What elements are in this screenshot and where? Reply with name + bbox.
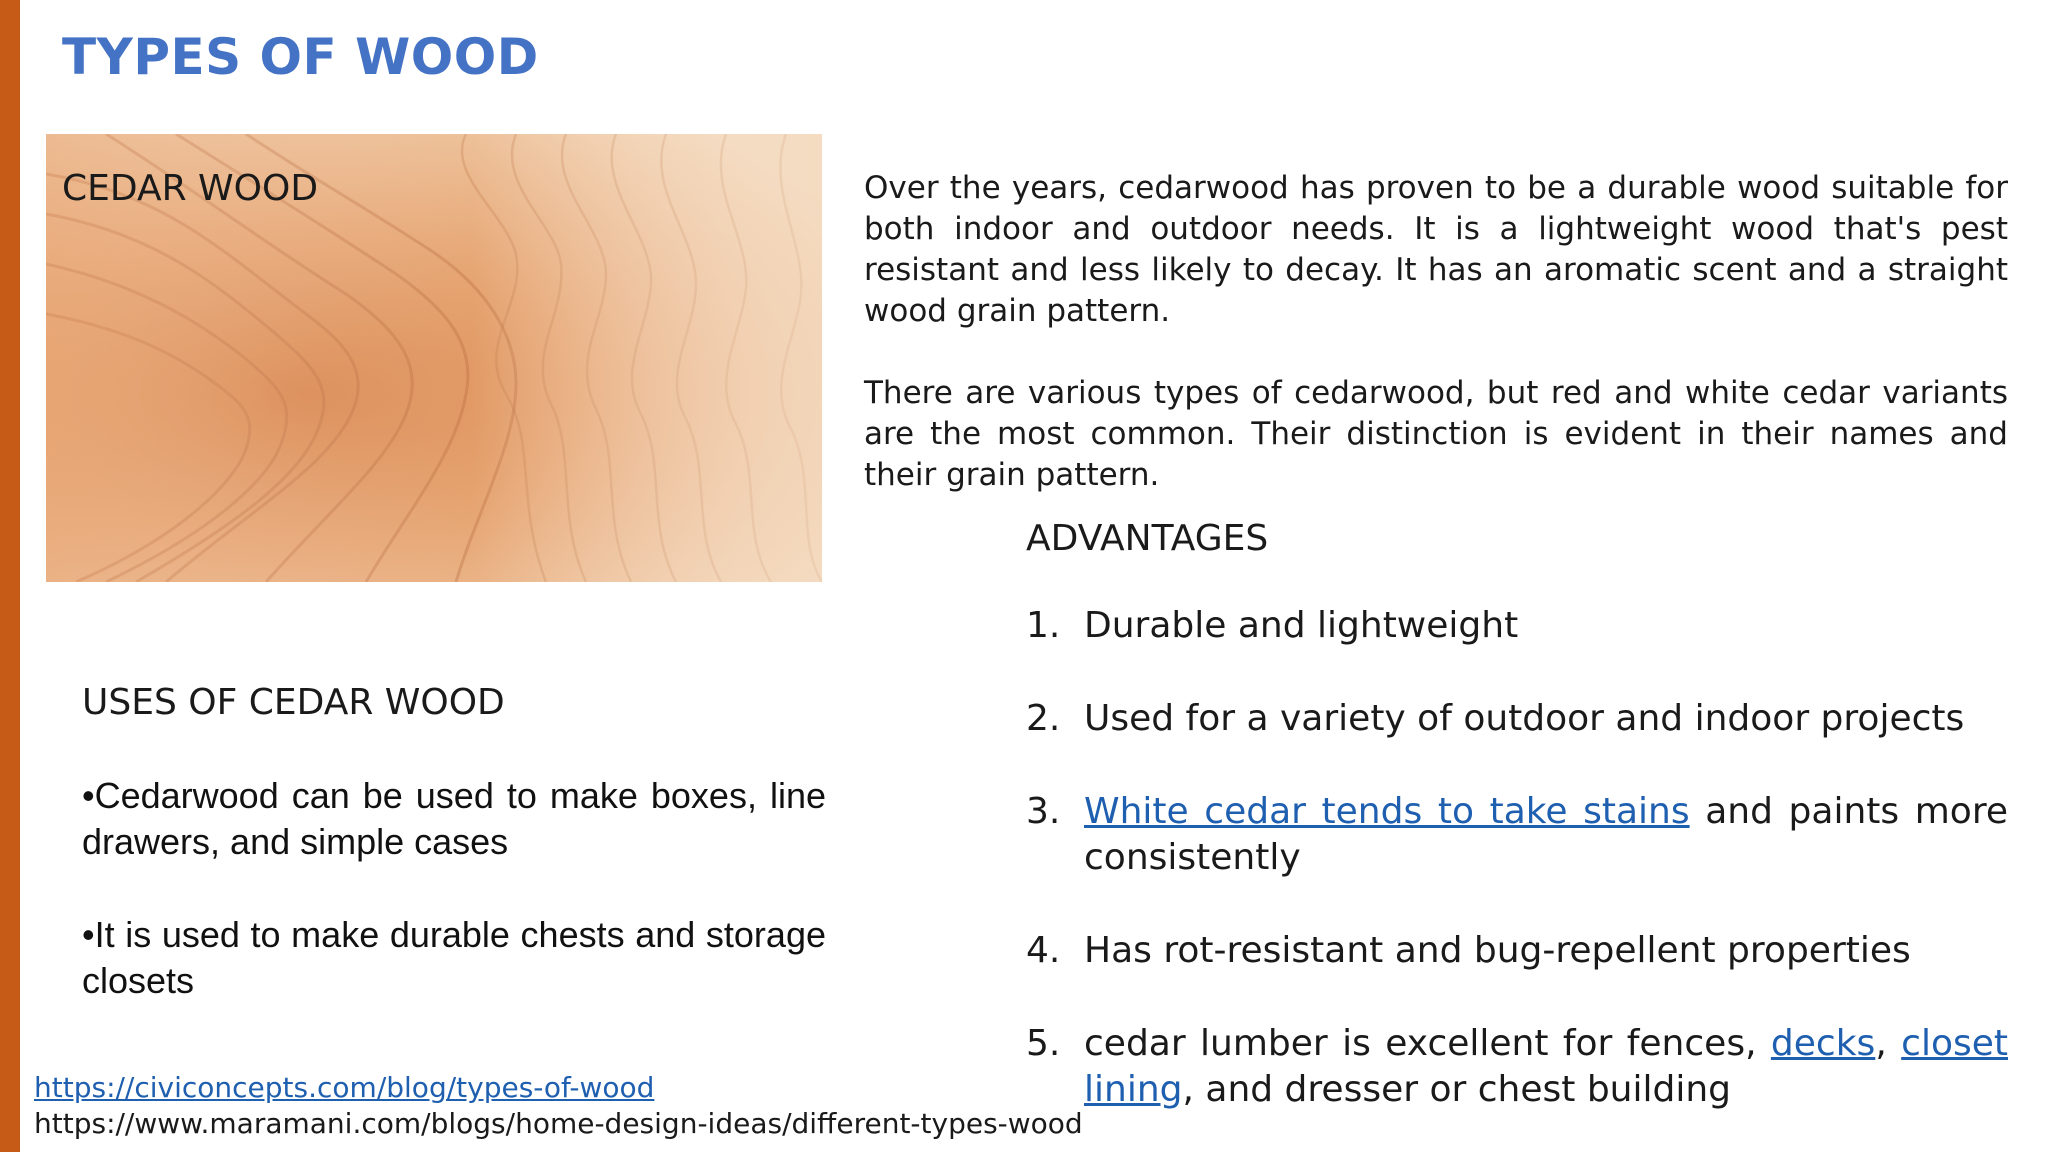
- advantages-list: [1026, 603, 2008, 1113]
- uses-heading: USES OF CEDAR WOOD: [82, 682, 505, 723]
- closet-lining-link[interactable]: closet lining: [1084, 1023, 2008, 1110]
- advantage-text: Has rot-resistant and bug-repellent properties: [1084, 930, 1911, 971]
- advantages-section: [1026, 518, 2008, 1160]
- intro-paragraph-2: There are various types of cedarwood, but red and white cedar variants are the most common. Their distinction is evident in their names and their grain pattern.: [864, 375, 2008, 493]
- advantage-text: [1084, 789, 2008, 881]
- intro-paragraph-1: Over the years, cedarwood has proven to be a durable wood suitable for both indoor and outdoor needs. It is a lightweight wood that's pest resistant and less likely to decay. It has an aromatic scent and a straight wood grain pattern.: [864, 170, 2008, 329]
- advantage-text-before: cedar lumber is excellent for fences,: [1084, 1023, 1771, 1064]
- advantage-text: Durable and lightweight: [1084, 605, 1519, 646]
- accent-bar: [0, 0, 20, 1152]
- uses-item: •Cedarwood can be used to make boxes, line drawers, and simple cases: [82, 775, 826, 862]
- slide-title: TYPES OF WOOD: [62, 28, 539, 86]
- advantage-item: [1026, 789, 2008, 881]
- source-text-maramani: https://www.maramani.com/blogs/home-design-ideas/different-types-wood: [34, 1107, 1083, 1140]
- source-link-civiconcepts[interactable]: https://civiconcepts.com/blog/types-of-wood: [34, 1071, 655, 1104]
- advantage-item: [1026, 696, 2008, 742]
- sources: [34, 1070, 1083, 1142]
- uses-item: •It is used to make durable chests and storage closets: [82, 914, 826, 1001]
- advantage-item: [1026, 1021, 2008, 1113]
- advantage-item: [1026, 603, 2008, 649]
- decks-link[interactable]: decks: [1770, 1023, 1876, 1064]
- cedar-wood-label: CEDAR WOOD: [62, 168, 319, 209]
- advantages-heading: ADVANTAGES: [1026, 518, 1269, 559]
- advantage-number: 1.: [1026, 605, 1061, 646]
- advantage-number: 3.: [1026, 791, 1061, 832]
- advantage-number: 2.: [1026, 698, 1061, 739]
- white-cedar-stains-link[interactable]: White cedar tends to take stains: [1084, 791, 1690, 832]
- uses-section: [82, 682, 826, 1051]
- advantage-text: Used for a variety of outdoor and indoor projects: [1084, 698, 1965, 739]
- advantage-text-after: and paints more consistently: [1084, 791, 2008, 878]
- advantage-number: 4.: [1026, 930, 1061, 971]
- cedar-wood-image: [46, 134, 822, 582]
- intro-text: [864, 168, 2008, 496]
- advantage-item: [1026, 928, 2008, 974]
- advantage-separator: ,: [1875, 1023, 1902, 1064]
- advantage-number: 5.: [1026, 1023, 1061, 1064]
- advantage-text-after: , and dresser or chest building: [1182, 1069, 1732, 1110]
- advantage-text: [1084, 1021, 2008, 1113]
